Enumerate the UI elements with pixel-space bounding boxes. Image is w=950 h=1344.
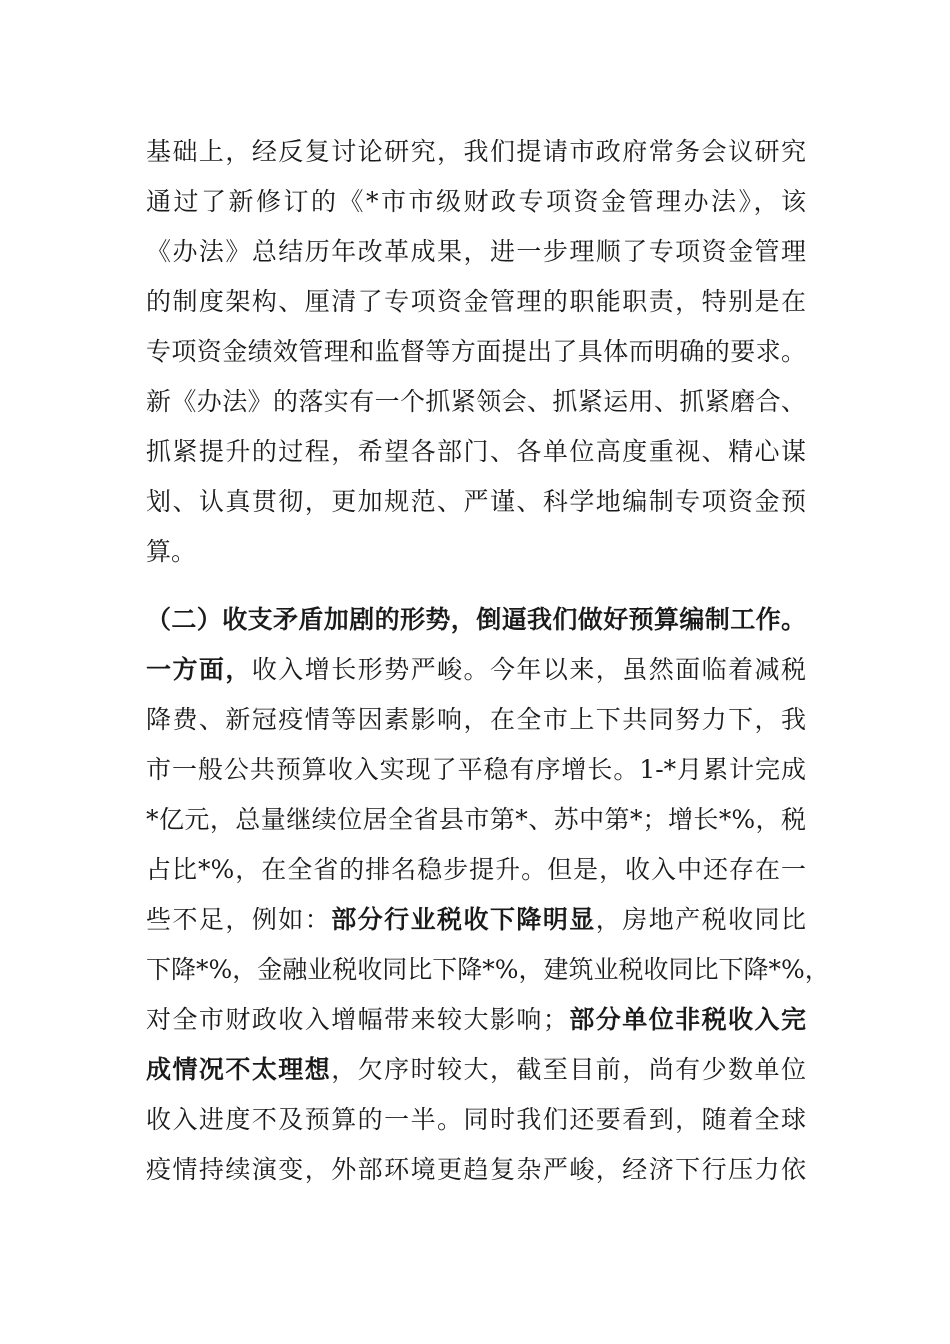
emphasis-text: 部分单位非税收入完 [567,1005,806,1034]
section-2-line-2: 降费、新冠疫情等因素影响，在全市上下共同努力下，我 [146,705,806,734]
emphasis-text: 部分行业税收下降明显 [331,905,596,934]
paragraph-1-line-6: 新《办法》的落实有一个抓紧领会、抓紧运用、抓紧磨合、 [146,387,806,416]
section-2-line-3: 市一般公共预算收入实现了平稳有序增长。1-*月累计完成 [146,755,806,784]
body-text: ，欠序时较大，截至目前，尚有少数单位 [331,1055,806,1084]
paragraph-1-line-3: 《办法》总结历年改革成果，进一步理顺了专项资金管理 [146,237,806,266]
paragraph-1-line-1: 基础上，经反复讨论研究，我们提请市政府常务会议研究 [146,137,806,166]
body-text: 些不足，例如： [146,905,332,934]
section-2-line-7: 下降*%，金融业税收同比下降*%，建筑业税收同比下降*%， [146,955,830,984]
body-text: ，房地产税收同比 [595,905,806,934]
section-2-line-6 [146,895,806,945]
section-2-line-1 [146,645,806,695]
section-heading: （二）收支矛盾加剧的形势，倒逼我们做好预算编制工作。 [146,605,806,634]
emphasis-text: 成情况不太理想 [146,1055,332,1084]
section-2-line-8 [146,995,806,1045]
section-2-line-9 [146,1045,806,1095]
body-text: 收入增长形势严峻。今年以来，虽然面临着减税 [251,655,806,684]
paragraph-1-line-7: 抓紧提升的过程，希望各部门、各单位高度重视、精心谋 [146,437,806,466]
emphasis-text: 一方面， [146,655,252,684]
paragraph-1-line-4: 的制度架构、厘清了专项资金管理的职能职责，特别是在 [146,287,806,316]
section-2-line-5: 占比*%，在全省的排名稳步提升。但是，收入中还存在一 [146,855,806,884]
section-2-line-4: *亿元，总量继续位居全省县市第*、苏中第*；增长*%，税 [146,805,806,834]
body-text: 对全市财政收入增幅带来较大影响； [146,1005,568,1034]
section-2-line-11: 疫情持续演变，外部环境更趋复杂严峻，经济下行压力依 [146,1155,806,1184]
section-2-line-10: 收入进度不及预算的一半。同时我们还要看到，随着全球 [146,1105,806,1134]
paragraph-1-line-9: 算。 [146,537,197,566]
paragraph-1-line-2: 通过了新修订的《*市市级财政专项资金管理办法》，该 [146,187,806,216]
paragraph-1-line-8: 划、认真贯彻，更加规范、严谨、科学地编制专项资金预 [146,487,806,516]
paragraph-1-line-5: 专项资金绩效管理和监督等方面提出了具体而明确的要求。 [146,337,806,366]
